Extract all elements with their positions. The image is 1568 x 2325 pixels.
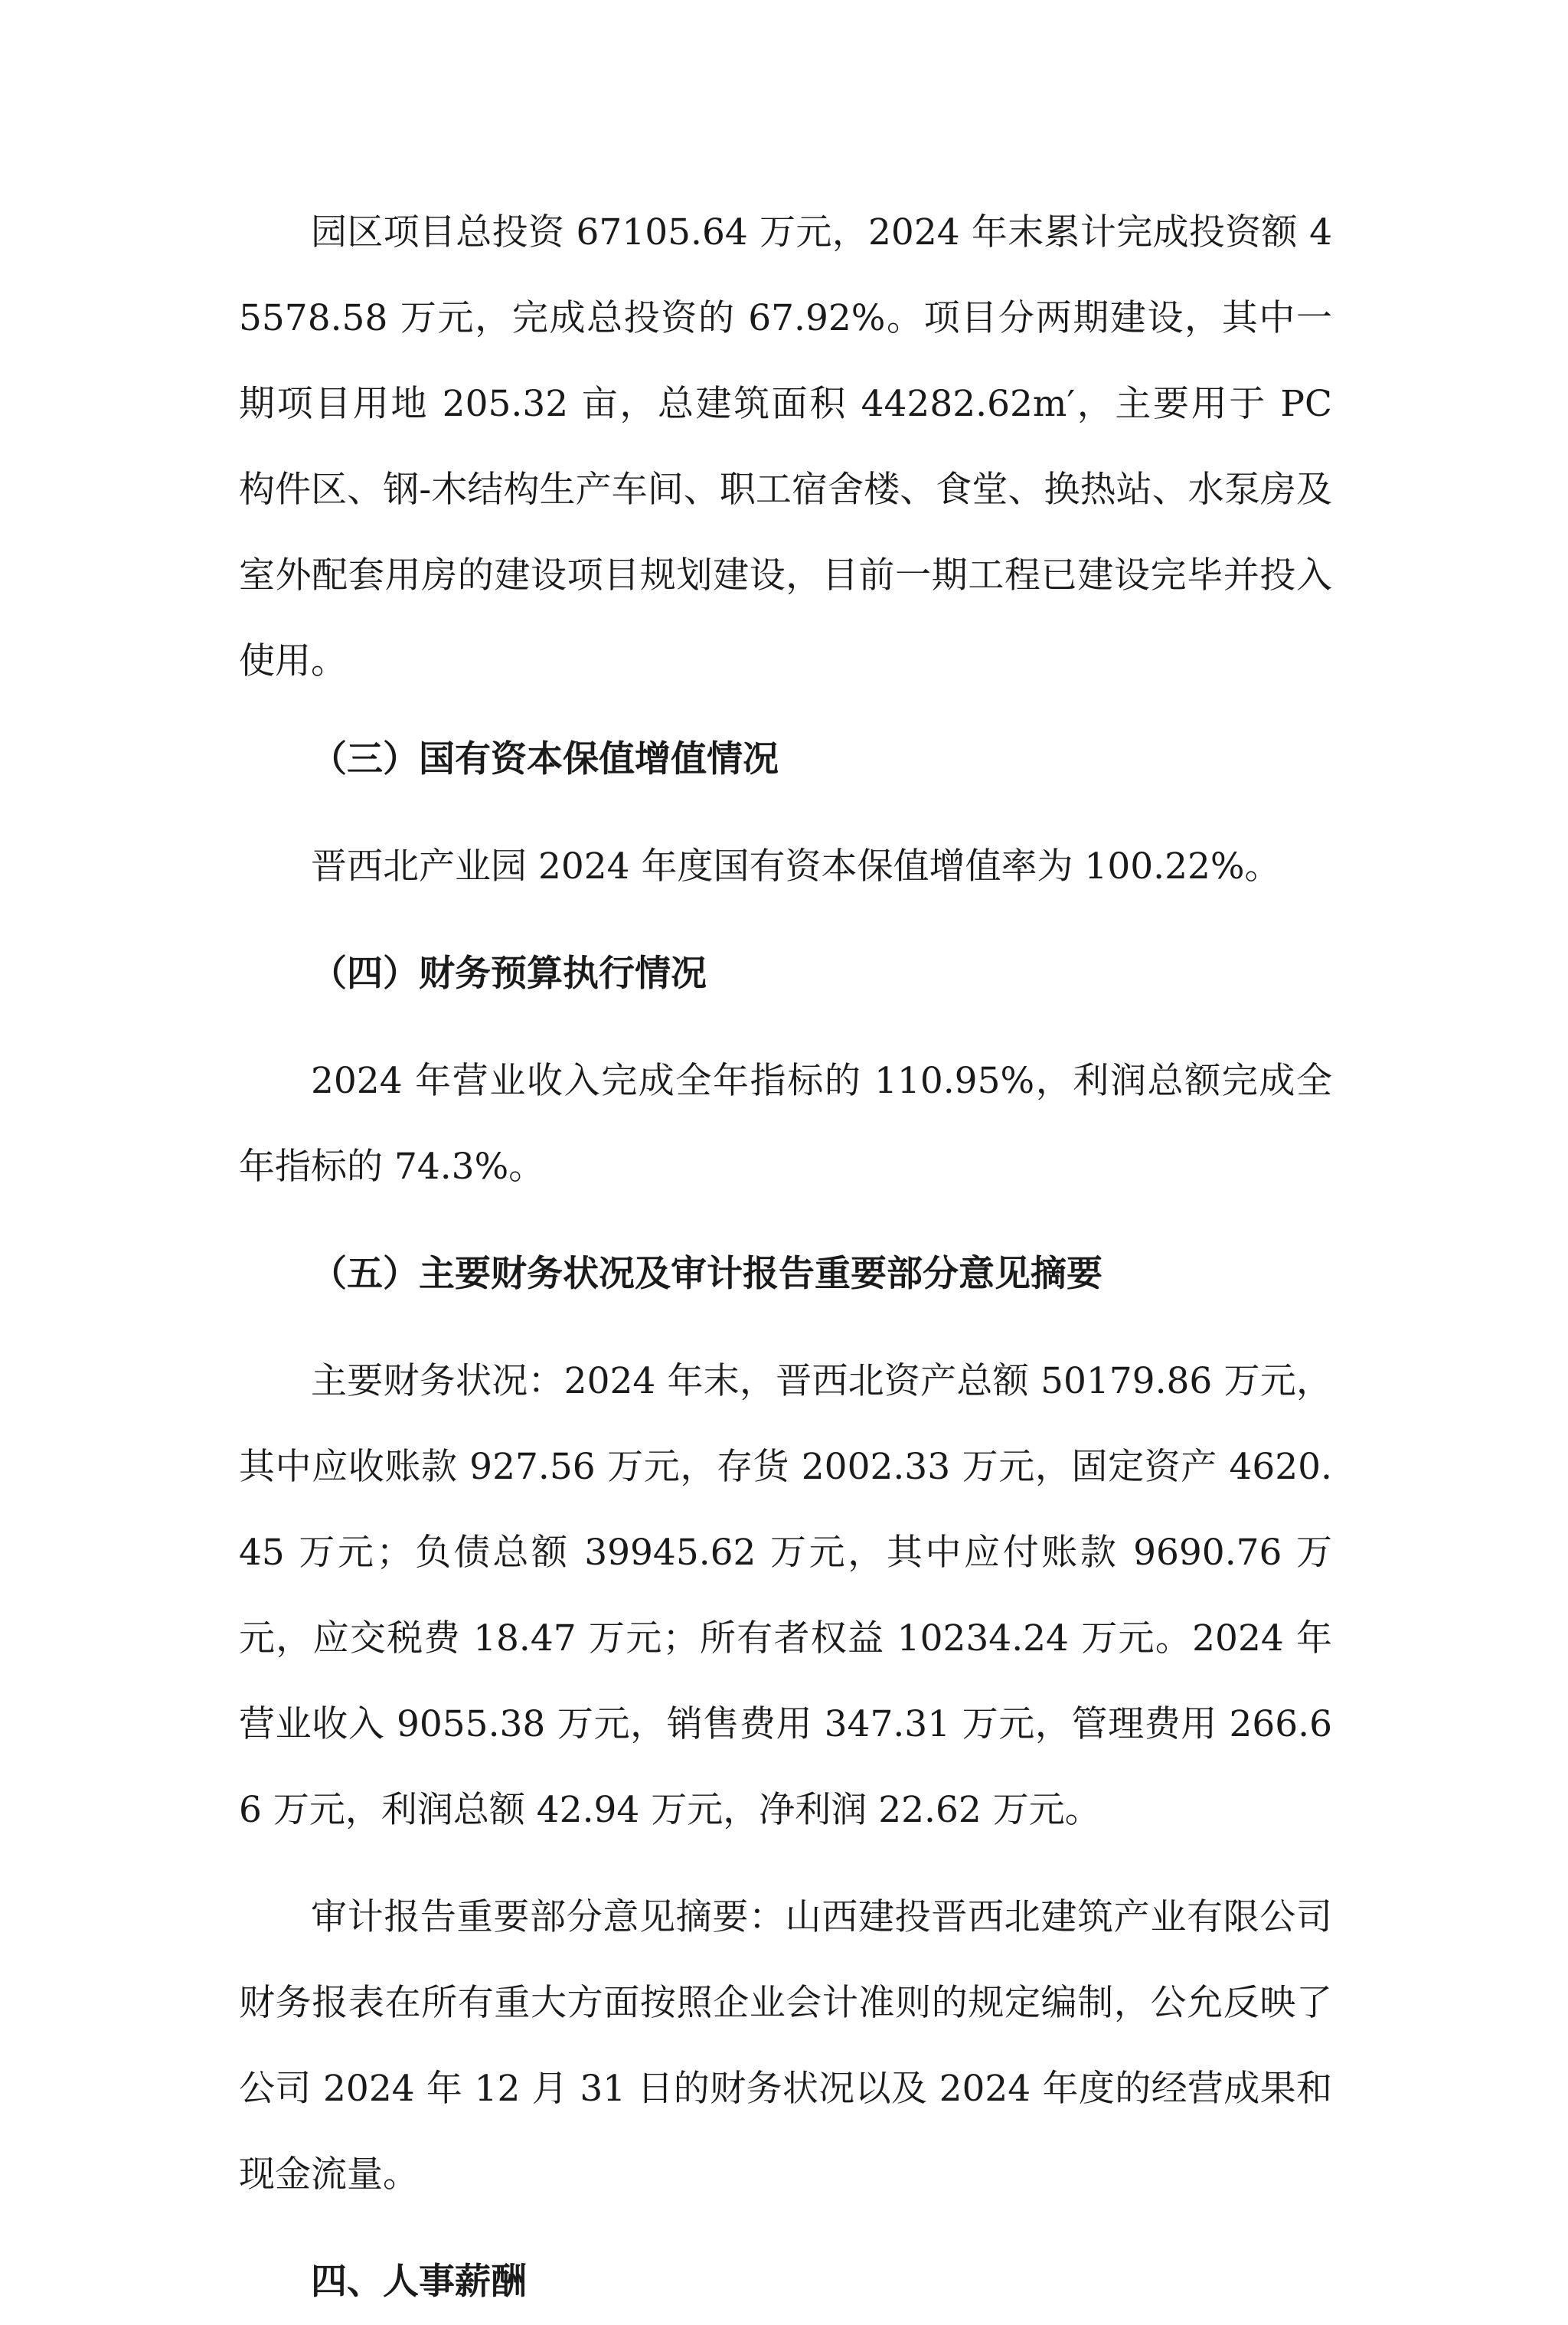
document-body — [239, 190, 1332, 2325]
state-capital-heading: （三）国有资本保值增值情况 — [311, 738, 779, 780]
budget-execution-heading: （四）财务预算执行情况 — [311, 953, 707, 995]
financial-status-paragraph: 主要财务状况：2024 年末，晋西北资产总额 50179.86 万元，其中应收账款 927.56 万元，存货 2002.33 万元，固定资产 4620.45 万元；负债总额 39945.62 万元，其中应付账款 9690.76 万元，应交税费 18.47 万元；所有者权益 10234.24 万元。2024 年营业收入 9055.38 万元，销售费用 347.31 万元，管理费用 266.66 万元，利润总额 42.94 万元，净利润 22.62 万元。 — [239, 1360, 1332, 1831]
project-investment-paragraph: 园区项目总投资 67105.64 万元，2024 年末累计完成投资额 45578.58 万元，完成总投资的 67.92%。项目分两期建设，其中一期项目用地 205.32 亩，总建筑面积 44282.62m′，主要用于 PC 构件区、钢-木结构生产车间、职工宿舍楼、食堂、换热站、水泵房及室外配套用房的建设项目规划建设，目前一期工程已建设完毕并投入使用。 — [239, 211, 1332, 682]
budget-execution-paragraph: 2024 年营业收入完成全年指标的 110.95%，利润总额完成全年指标的 74.3%。 — [239, 1060, 1332, 1188]
state-capital-paragraph: 晋西北产业园 2024 年度国有资本保值增值率为 100.22%。 — [311, 845, 1281, 888]
financial-status-heading: （五）主要财务状况及审计报告重要部分意见摘要 — [311, 1253, 1102, 1295]
personnel-salary-heading: 四、人事薪酬 — [311, 2261, 527, 2303]
audit-opinion-paragraph: 审计报告重要部分意见摘要：山西建投晋西北建筑产业有限公司财务报表在所有重大方面按照企业会计准则的规定编制，公允反映了公司 2024 年 12 月 31 日的财务状况以及 2024 年度的经营成果和现金流量。 — [239, 1896, 1332, 2196]
